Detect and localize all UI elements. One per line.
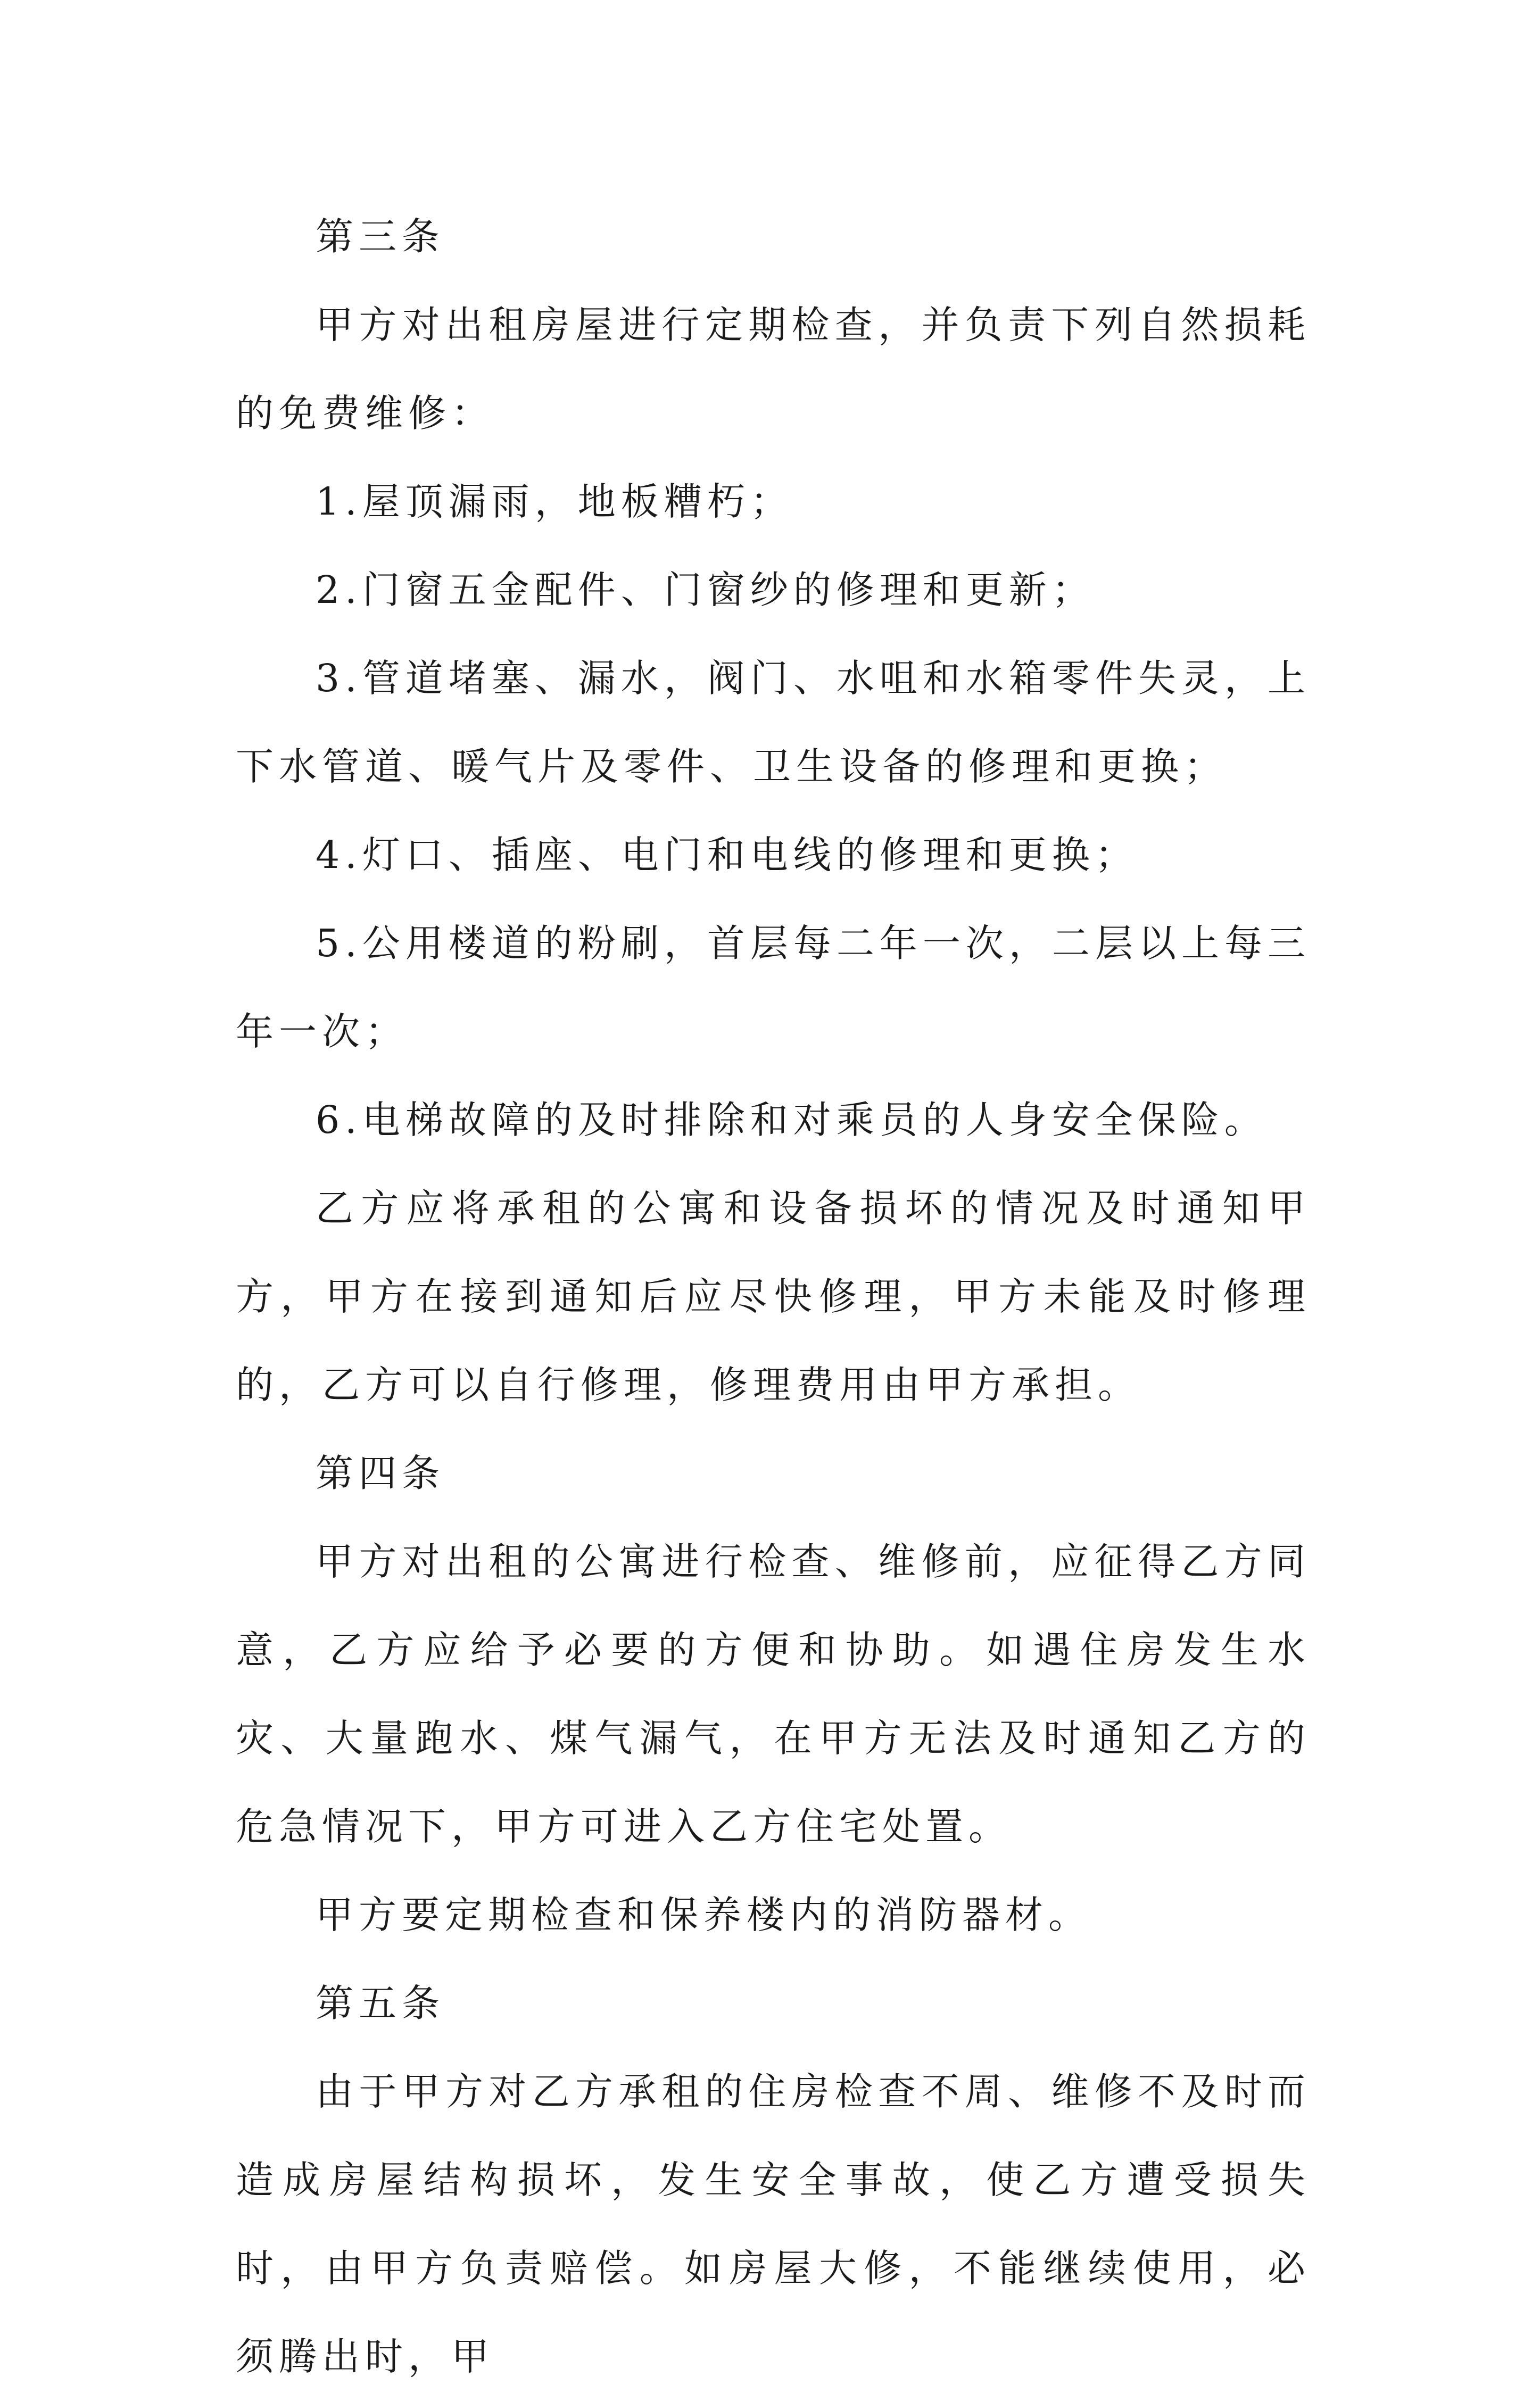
article-heading: 第四条 <box>316 1451 445 1495</box>
list-item: 4.灯口、插座、电门和电线的修理和更换； <box>316 833 1138 877</box>
article-heading: 第五条 <box>316 1981 445 2025</box>
article-heading: 第三条 <box>316 214 445 259</box>
list-item: 6.电梯故障的及时排除和对乘员的人身安全保险。 <box>316 1098 1268 1142</box>
paragraph: 甲方要定期检查和保养楼内的消防器材。 <box>316 1893 1092 1937</box>
paragraph: 乙方应将承租的公寓和设备损坏的情况及时通知甲方，甲方在接到通知后应尽快修理，甲方未能及时修理的，乙方可以自行修理，修理费用由甲方承担。 <box>236 1186 1311 1407</box>
list-item: 5.公用楼道的粉刷，首层每二年一次，二层以上每三年一次； <box>236 921 1311 1054</box>
list-item: 3.管道堵塞、漏水，阀门、水咀和水箱零件失灵，上下水管道、暖气片及零件、卫生设备的修理和更换； <box>236 656 1311 789</box>
paragraph: 甲方对出租房屋进行定期检查，并负责下列自然损耗的免费维修： <box>236 303 1311 435</box>
paragraph: 由于甲方对乙方承租的住房检查不周、维修不及时而造成房屋结构损坏，发生安全事故，使乙方遭受损失时，由甲方负责赔偿。如房屋大修，不能继续使用，必须腾出时，甲 <box>236 2069 1311 2379</box>
paragraph: 甲方对出租的公寓进行检查、维修前，应征得乙方同意，乙方应给予必要的方便和协助。如遇住房发生水灾、大量跑水、煤气漏气，在甲方无法及时通知乙方的危急情况下，甲方可进入乙方住宅处置。 <box>236 1539 1311 1849</box>
list-item: 1.屋顶漏雨，地板糟朽； <box>316 479 793 524</box>
list-item: 2.门窗五金配件、门窗纱的修理和更新； <box>316 568 1095 612</box>
document-body <box>236 193 1311 2401</box>
